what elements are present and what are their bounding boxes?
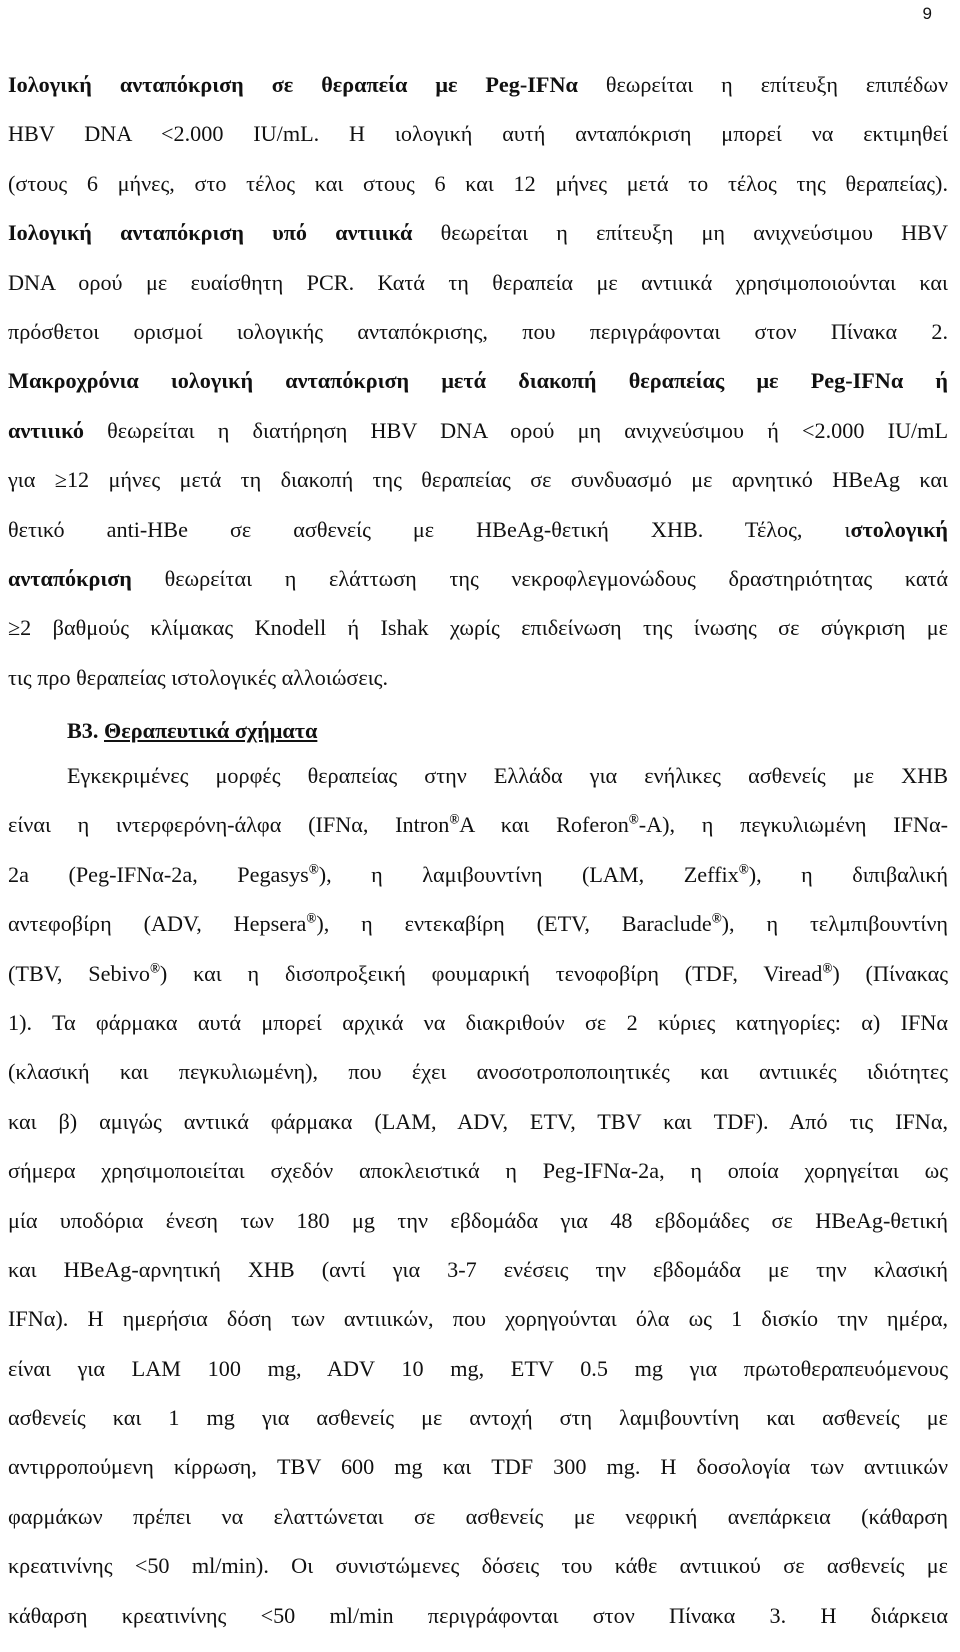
text-line: σήμερα χρησιμοποιείται σχεδόν αποκλειστικά η Peg-IFNα-2a, η οποία χορηγείται ως (8, 1158, 948, 1184)
text-run: 2a (Peg-IFNα-2a, Pegasys (8, 861, 309, 887)
text-line: κρεατινίνης <50 ml/min). Οι συνιστώμενες δόσεις του κάθε αντιιικού σε ασθενείς με (8, 1553, 948, 1579)
text-line (8, 517, 948, 566)
text-line: (κλασική και πεγκυλιωμένη), που έχει ανοσοτροποποιητικές και αντιιικές ιδιότητες (8, 1059, 948, 1085)
text-line (8, 72, 948, 121)
text-line: ≥2 βαθμούς κλίμακας Knodell ή Ishak χωρίς επιδείνωση της ίνωσης σε σύγκριση με (8, 615, 948, 641)
text-line (8, 368, 948, 417)
text-line (8, 418, 948, 467)
text-line (8, 812, 948, 861)
text-line: και β) αμιγώς αντιικά φάρμακα (LAM, ADV, ETV, TBV και TDF). Από τις IFNα, (8, 1108, 948, 1134)
section-number: Β3. (67, 718, 99, 743)
bold-term: Ιολογική ανταπόκριση σε θεραπεία με Peg-IFNα (8, 72, 578, 97)
text-run: θεωρείται η επίτευξη επιπέδων (577, 72, 948, 97)
section-title: Θεραπευτικά σχήματα (104, 718, 318, 743)
bold-term: Ιολογική ανταπόκριση υπό αντιιικά (8, 220, 413, 246)
text-line (8, 961, 948, 1010)
text-run: ), η τελμπιβουντίνη (721, 911, 948, 937)
text-run: A και Roferon (459, 812, 629, 838)
registered-mark: ® (449, 812, 460, 827)
text-line: HBV DNA <2.000 IU/mL. Η ιολογική αυτή ανταπόκριση μπορεί να εκτιμηθεί (8, 121, 948, 147)
bold-term: ανταπόκριση (8, 565, 132, 591)
text-run: ), η εντεκαβίρη (ETV, Baraclude (316, 911, 712, 937)
bold-term: στολογική (850, 516, 948, 542)
bold-term: Μακροχρόνια ιολογική ανταπόκριση μετά διακοπή θεραπείας με Peg-IFNα ή (8, 368, 948, 394)
text-line: Εγκεκριμένες μορφές θεραπείας στην Ελλάδα για ενήλικες ασθενείς με ΧΗΒ (67, 763, 948, 788)
text-run: είναι η ιντερφερόνη-άλφα (IFNα, Intron (8, 812, 450, 838)
text-line: είναι για LAM 100 mg, ADV 10 mg, ETV 0.5 mg για πρωτοθεραπευόμενους (8, 1355, 948, 1381)
text-run: ), η λαμιβουντίνη (LAM, Zeffix (318, 861, 739, 887)
text-run: αντεφοβίρη (ADV, Hepsera (8, 911, 307, 937)
text-line: μία υποδόρια ένεση των 180 μg την εβδομάδα για 48 εβδομάδες σε HBeAg-θετική (8, 1207, 948, 1233)
registered-mark: ® (822, 960, 833, 976)
section-b3-paragraph (8, 763, 948, 1652)
text-run: θεωρείται η ελάττωση της νεκροφλεγμονώδους δραστηριότητας κατά (131, 565, 948, 591)
text-line (8, 566, 948, 615)
text-line: DNA ορού με ευαίσθητη PCR. Κατά τη θεραπεία με αντιιικά χρησιμοποιούνται και (8, 269, 948, 295)
text-line: φαρμάκων πρέπει να ελαττώνεται σε ασθενείς με νεφρική ανεπάρκεια (κάθαρση (8, 1503, 948, 1529)
text-run: θεωρείται η επίτευξη μη ανιχνεύσιμου HBV (412, 220, 948, 246)
text-line: και HBeAg-αρνητική ΧΗΒ (αντί για 3-7 ενέσεις την εβδομάδα με την κλασική (8, 1256, 948, 1282)
registered-mark: ® (738, 861, 749, 877)
text-run: (TBV, Sebivo (8, 960, 150, 986)
text-line: (στους 6 μήνες, στο τέλος και στους 6 και 12 μήνες μετά το τέλος της θεραπείας). (8, 170, 948, 196)
text-run: ) και η δισοπροξεική φουμαρική τενοφοβίρη (TDF, Viread (159, 960, 823, 986)
text-line: αντιρροπούμενη κίρρωση, TBV 600 mg και TDF 300 mg. Η δοσολογία των αντιιικών (8, 1454, 948, 1480)
text-line (8, 862, 948, 911)
registered-mark: ® (308, 861, 319, 877)
text-run: θετικό anti-HBe σε ασθενείς με HBeAg-θετική ΧΗΒ. Τέλος, ι (8, 516, 851, 542)
registered-mark: ® (306, 911, 317, 926)
registered-mark: ® (628, 812, 639, 827)
text-line: για ≥12 μήνες μετά τη διακοπή της θεραπείας σε συνδυασμό με αρνητικό HBeAg και (8, 467, 948, 493)
text-line: 1). Τα φάρμακα αυτά μπορεί αρχικά να διακριθούν σε 2 κύριες κατηγορίες: α) IFNα (8, 1009, 948, 1035)
text-run: ), η διπιβαλική (748, 861, 948, 887)
text-line: τις προ θεραπείας ιστολογικές αλλοιώσεις. (8, 664, 389, 690)
text-line: πρόσθετοι ορισμοί ιολογικής ανταπόκρισης, που περιγράφονται στον Πίνακα 2. (8, 318, 948, 344)
bold-term: αντιιικό (8, 417, 84, 443)
text-line: κάθαρση κρεατινίνης <50 ml/min περιγράφονται στον Πίνακα 3. Η διάρκεια (8, 1602, 948, 1628)
text-line: ασθενείς και 1 mg για ασθενείς με αντοχή στη λαμιβουντίνη και ασθενείς με (8, 1405, 948, 1431)
text-run: ) (Πίνακας (832, 960, 948, 986)
text-run: -A), η πεγκυλιωμένη IFNα- (638, 812, 948, 838)
text-line: IFNα). Η ημερήσια δόση των αντιιικών, που χορηγούνται όλα ως 1 δισκίο την ημέρα, (8, 1306, 948, 1332)
text-line (8, 911, 948, 960)
text-line (8, 220, 948, 269)
text-run: θεωρείται η διατήρηση HBV DNA ορού μη ανιχνεύσιμου ή <2.000 IU/mL (83, 417, 948, 443)
section-b2-paragraph (8, 72, 948, 714)
section-heading (67, 718, 317, 744)
registered-mark: ® (711, 911, 722, 926)
registered-mark: ® (149, 960, 160, 976)
page-number: 9 (922, 4, 932, 23)
